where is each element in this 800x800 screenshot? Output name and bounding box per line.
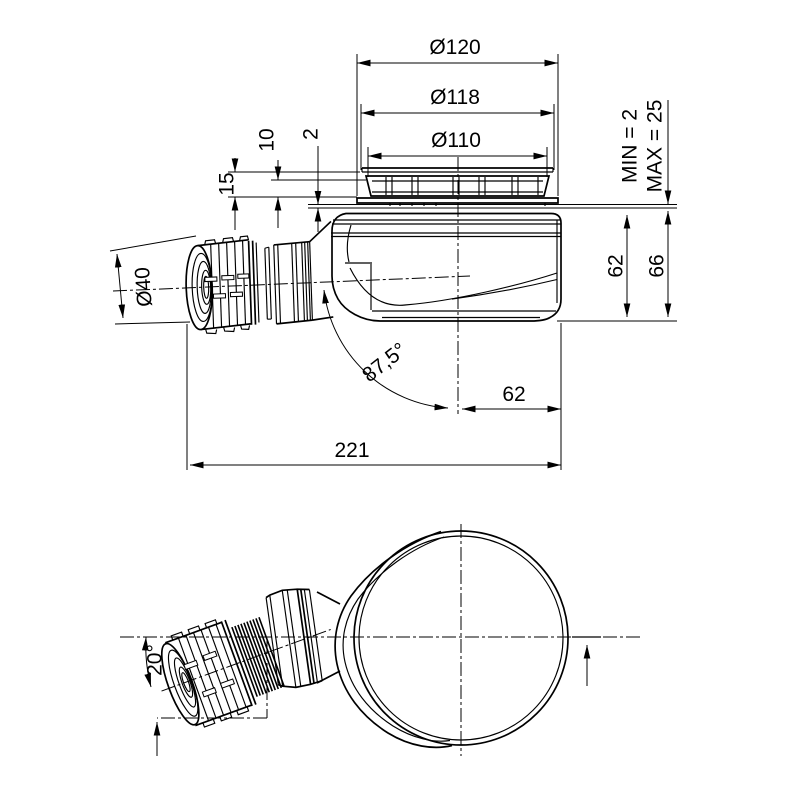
offset62-label: 62	[502, 383, 526, 406]
min-label: MIN = 2	[618, 108, 642, 184]
max-label: MAX = 25	[643, 99, 667, 193]
inlet-assembly-plan	[145, 584, 347, 737]
angle875-label: 87,5°	[358, 338, 412, 387]
dia118-label: Ø118	[430, 86, 480, 109]
dim-angle-20	[143, 637, 166, 687]
angle20-label: 20°	[143, 644, 167, 676]
dim-min-max	[618, 100, 668, 204]
dia120-label: Ø120	[429, 36, 481, 59]
total221-label: 221	[334, 439, 370, 462]
dim-15	[215, 158, 360, 230]
trap-body	[331, 214, 561, 322]
nut-ribs	[211, 240, 246, 328]
dim2-label: 2	[299, 128, 323, 140]
height66-label: 66	[645, 254, 669, 278]
inlet-connector	[184, 221, 335, 334]
plan-view	[120, 524, 640, 756]
taper-top	[309, 221, 332, 241]
dim-62-horizontal	[462, 323, 561, 470]
mounting-plane-lines	[308, 205, 677, 209]
union-nut-side	[184, 236, 259, 335]
trap-body-plan	[317, 531, 568, 747]
dim-angle-87-5	[324, 290, 448, 408]
dia110-label: Ø110	[431, 129, 481, 152]
tailpiece-rings	[264, 221, 334, 324]
inlet-axis-centerline	[113, 276, 470, 291]
dim10-label: 10	[255, 128, 279, 152]
thread-band-plan	[232, 617, 284, 696]
outlet-collar-plan	[265, 587, 322, 690]
flow-reference-marks	[157, 637, 601, 756]
height62-label: 62	[604, 254, 628, 278]
dia40-label: Ø40	[130, 266, 157, 308]
side-view	[110, 36, 677, 470]
dim-dia40	[110, 236, 196, 324]
dim15-label: 15	[215, 172, 239, 196]
dim-62-vertical	[604, 215, 627, 317]
